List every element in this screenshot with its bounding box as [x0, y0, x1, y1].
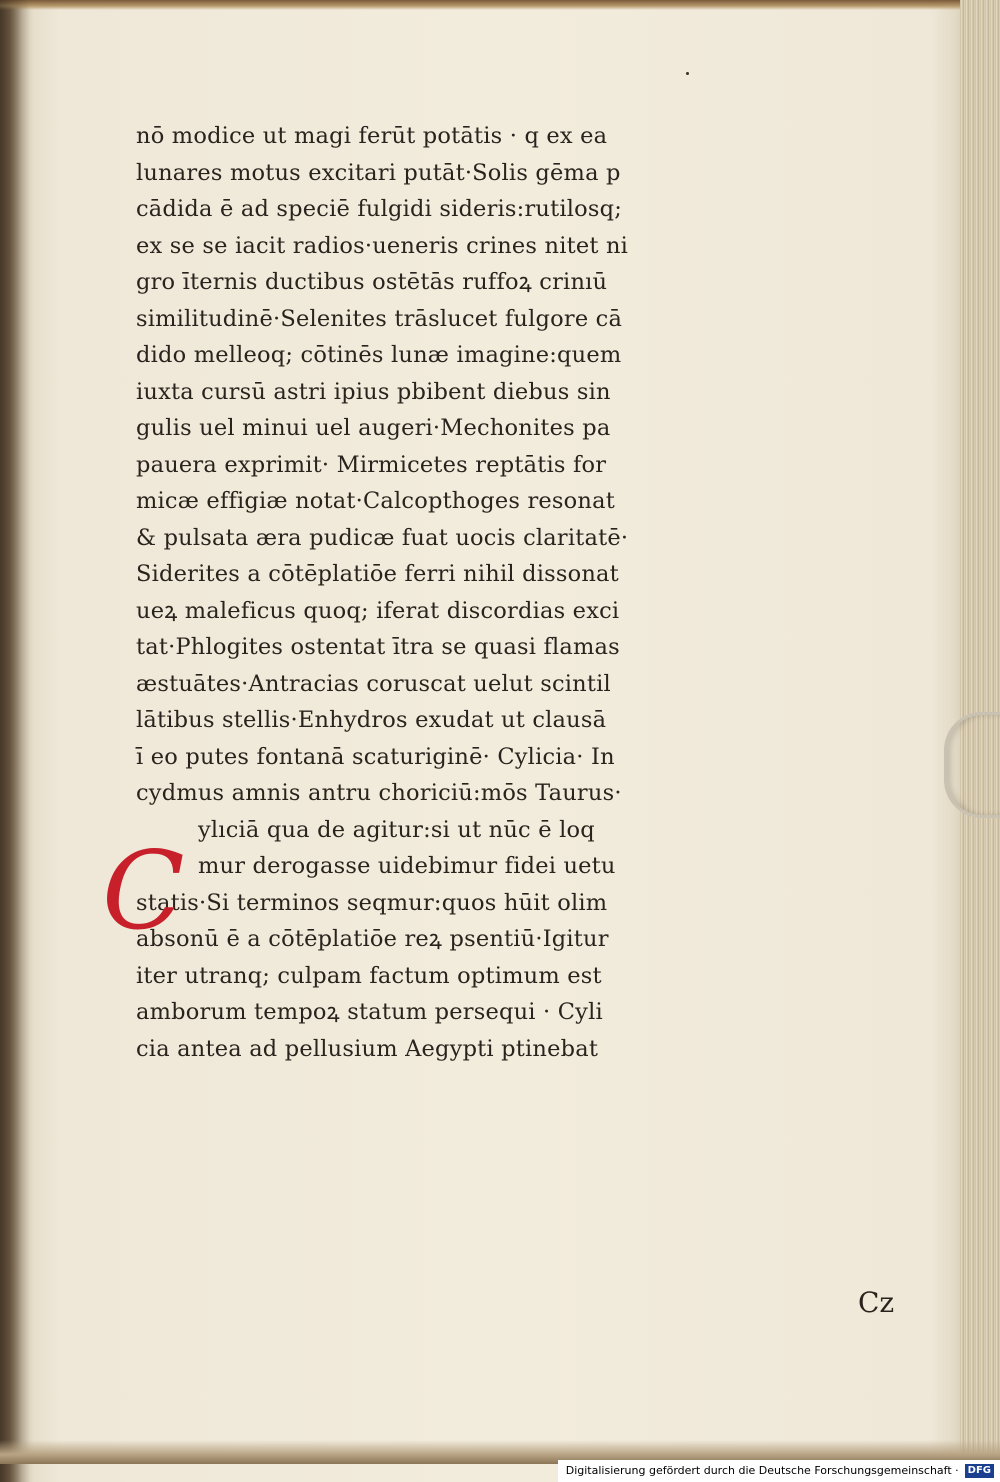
credit-text: Digitalisierung gefördert durch die Deutsche Forschungsgemeinschaft · — [565, 1464, 959, 1477]
text-line: dido melleoq; cōtinēs lunæ imagine:quem — [136, 342, 622, 368]
text-line: similitudinē·Selenites trāslucet fulgore cā — [136, 305, 623, 332]
page-clip — [944, 712, 1000, 818]
text-block — [136, 118, 696, 1067]
text-line: ex se se iacit radios·ueneris crines nitet ni — [136, 232, 629, 259]
text-line: cia antea ad pellusium Aegypti ptinebat — [136, 1035, 599, 1062]
text-line: iter utranq; culpam factum optimum est — [136, 962, 602, 989]
ink-mark — [686, 72, 689, 75]
text-line: Siderites a cōtēplatiōe ferri nihil dissonat — [136, 561, 619, 587]
text-line: lātibus stellis·Enhydros exudat ut clausā — [136, 707, 607, 733]
text-line: lunares motus excitari putāt·Solis gēma p — [136, 159, 621, 186]
text-line: pauera exprimit· Mirmicetes reptātis for — [136, 451, 607, 478]
text-line: iuxta cursū astri ipius pbibent diebus sin — [136, 378, 611, 405]
text-line: amborum tempoꝝ statum persequi · Cyli — [136, 999, 603, 1025]
text-line: ī eo putes fontanā scaturiginē· Cylicia· In — [136, 743, 615, 770]
section-line: ylıciā qua de agitur:si ut nūc ē loq — [198, 816, 595, 843]
text-line: ueꝝ maleficus quoq; iferat discordias exci — [136, 597, 620, 624]
text-line: cādida ē ad speciē fulgidi sideris:rutilosq; — [136, 196, 623, 222]
text-line: absonū ē a cōtēplatiōe reꝝ psentiū·Igitur — [136, 926, 609, 952]
dfg-logo: DFG — [965, 1464, 994, 1478]
text-line: gro īternis ductibus ostētās ruffoꝝ crinıū — [136, 269, 608, 295]
signature-mark: Cz — [858, 1286, 895, 1319]
text-line: statis·Si terminos seqmur:quos hūit olim — [136, 889, 608, 916]
rubricated-initial: C — [102, 829, 185, 954]
text-line: cydmus amnis antru choriciū:mōs Taurus· — [136, 780, 622, 806]
text-line: gulis uel minui uel augeri·Mechonites pa — [136, 415, 611, 441]
text-line: æstuātes·Antracias coruscat uelut scintil — [136, 670, 611, 697]
top-edge — [0, 0, 1000, 10]
text-line: micæ effigiæ notat·Calcopthoges resonat — [136, 488, 615, 514]
digitization-credit — [558, 1460, 1000, 1482]
spine-shadow — [0, 0, 30, 1482]
section-line: mur derogasse uidebimur fidei uetu — [198, 853, 616, 879]
text-line: nō modice ut magi ferūt potātis · q ex ea — [136, 123, 608, 149]
text-line: & pulsata æra pudicæ fuat uocis claritatē· — [136, 524, 629, 551]
text-line: tat·Phlogites ostentat ītra se quasi flamas — [136, 634, 620, 660]
